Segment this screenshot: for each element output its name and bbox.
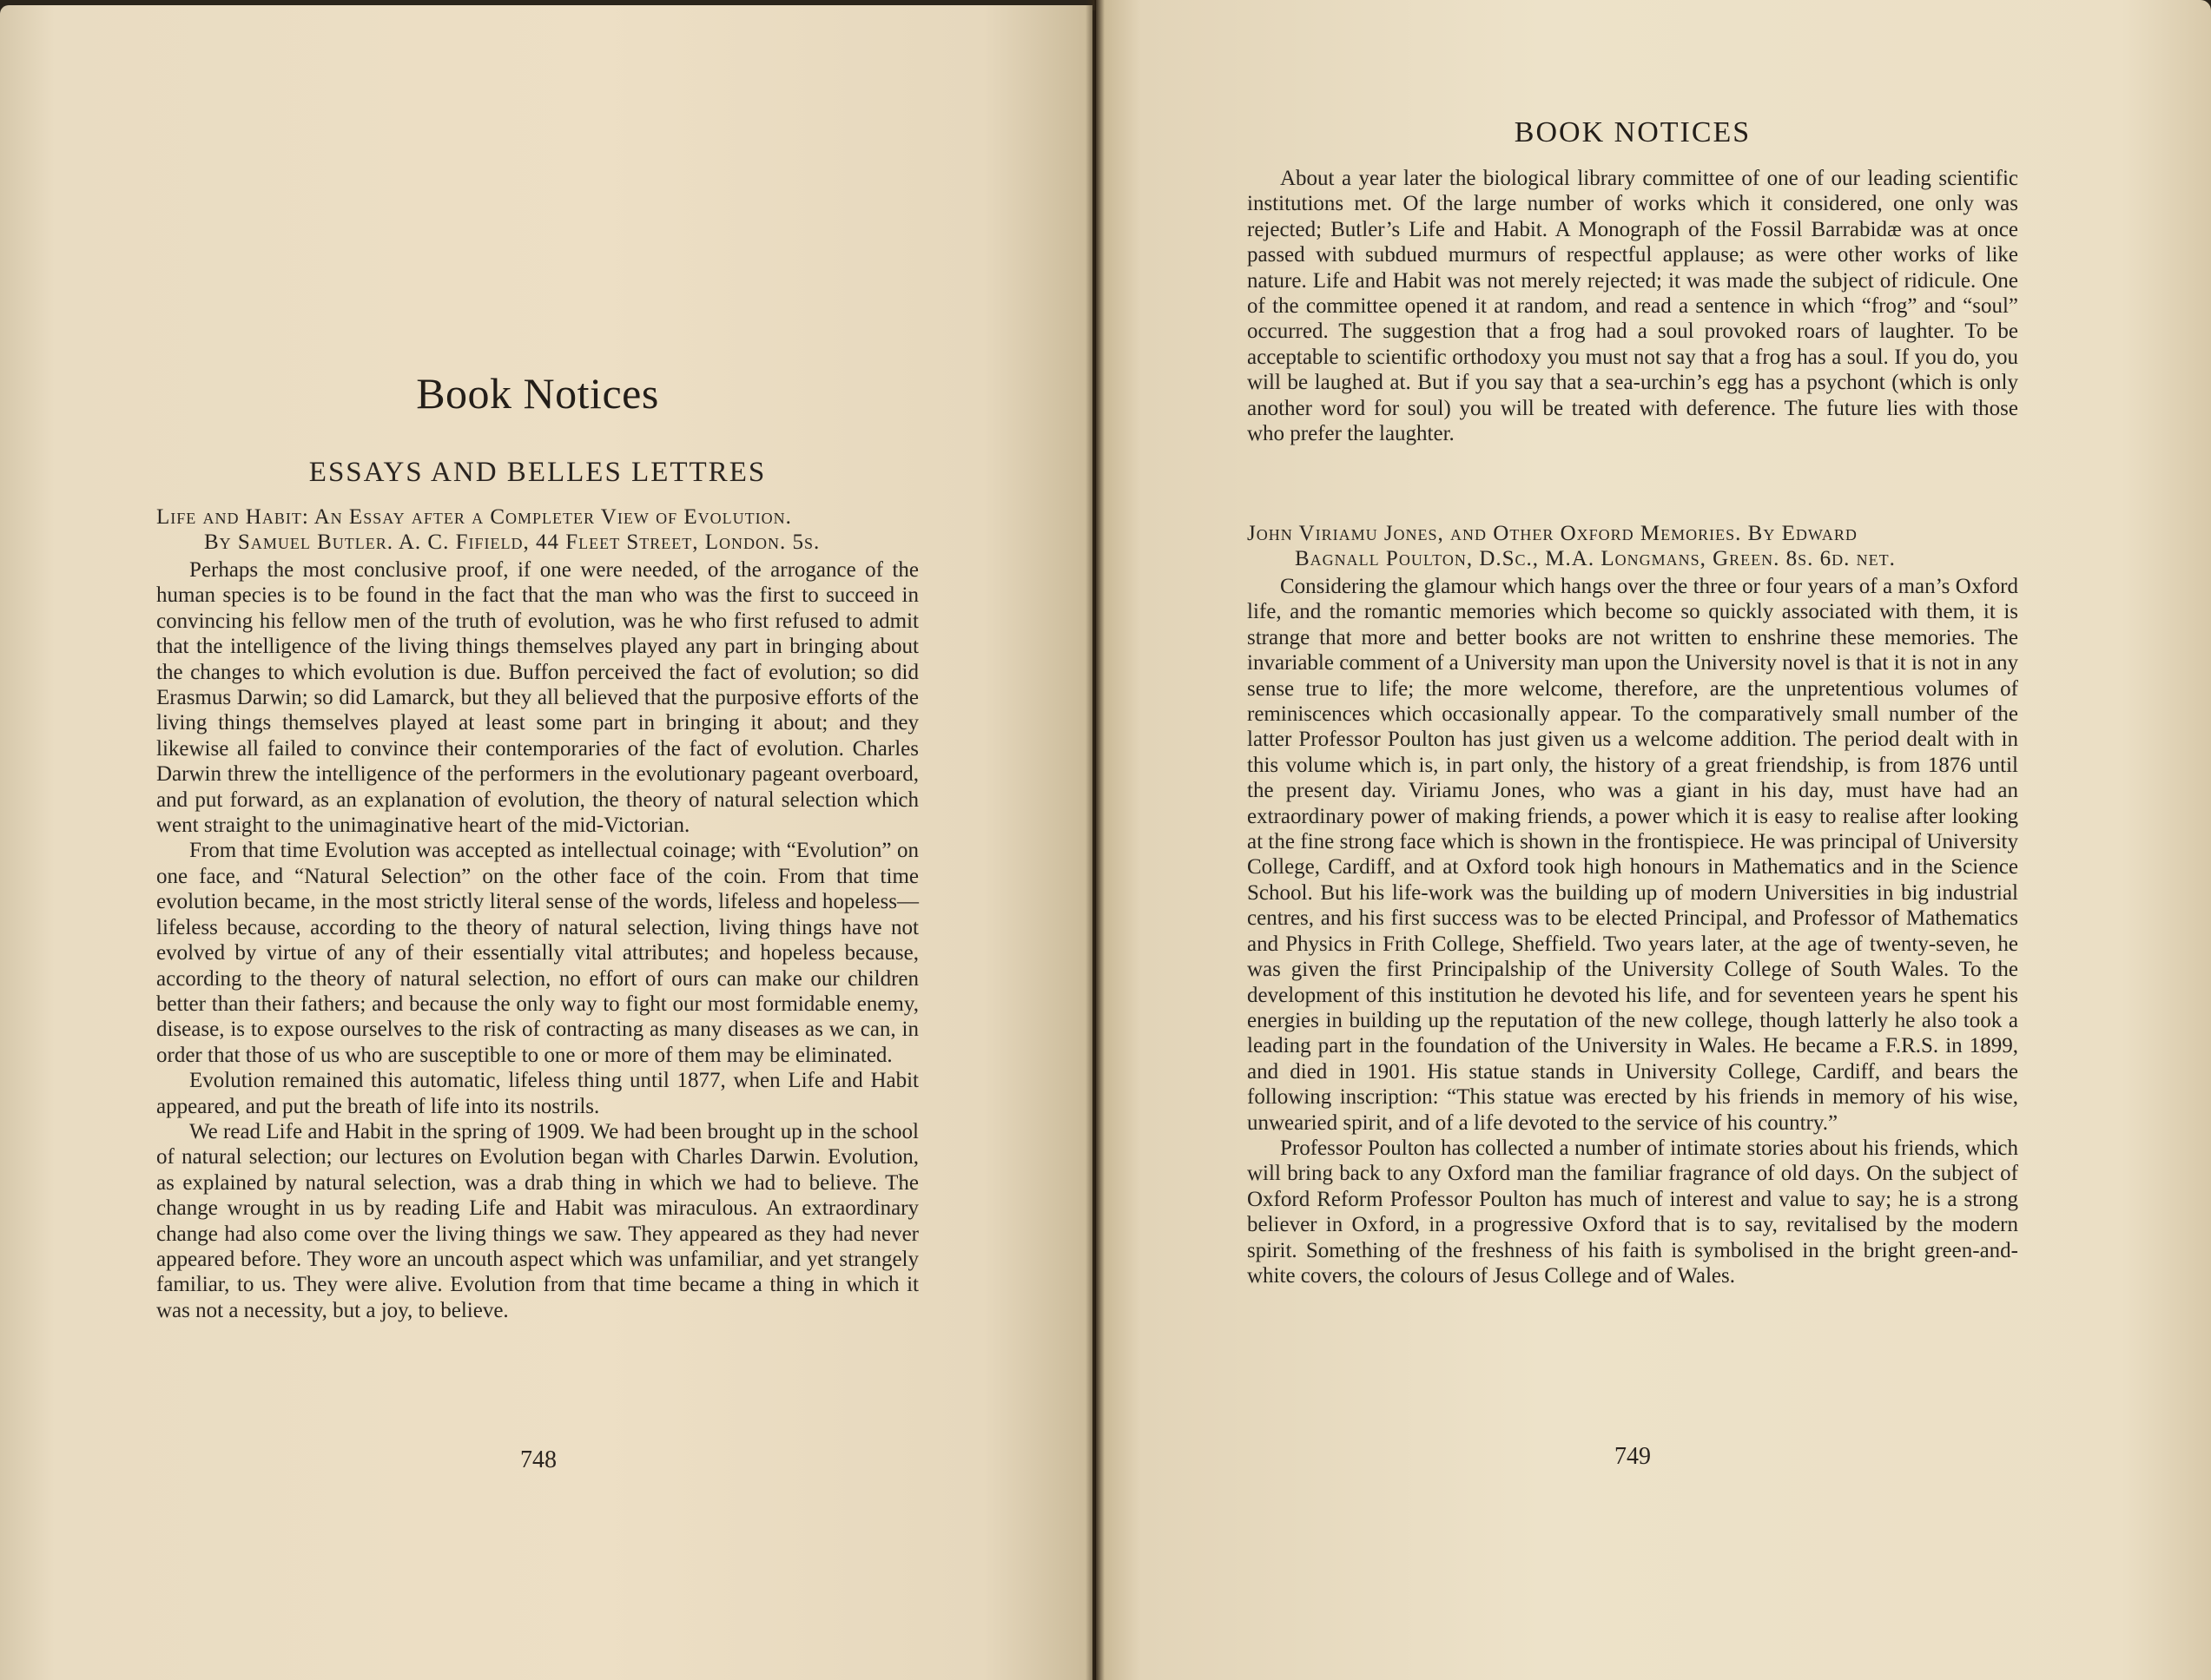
- page-title: Book Notices: [416, 369, 659, 418]
- notice-heading-line1: John Viriamu Jones, and Other Oxford Memories. By Edward: [1247, 522, 1858, 545]
- notice-heading-line2: Bagnall Poulton, D.Sc., M.A. Longmans, Green. 8s. 6d. net.: [1295, 547, 1896, 570]
- notice-life-and-habit: [156, 504, 919, 1323]
- notice-heading: [1247, 521, 2018, 571]
- left-page: [0, 5, 1092, 1680]
- notice-body: [156, 557, 919, 1323]
- paragraph: Professor Poulton has collected a number of intimate stories about his friends, which will bring back to any Oxford man the familiar fragrance of old days. On the subject of Oxford Reform Professor Poulton has much of interest and value to say; he is a strong believer in Oxford, in a progressive Oxford that is to say, revitalised by the modern spirit. Something of the freshness of his faith is symbolised in the bright green-and-white covers, the colours of Jesus College and of Wales.: [1247, 1136, 2018, 1288]
- page-number: 748: [520, 1446, 557, 1473]
- paragraph: Perhaps the most conclusive proof, if one were needed, of the arrogance of the human species is to be found in the fact that the man who was the first to succeed in convincing his fellow men of the truth of evolution, was he who first refused to admit that the intelligence of the living things themselves played any part in bringing about the changes to which evolution is due. Buffon perceived the fact of evolution; so did Erasmus Darwin; so did Lamarck, but they all believed that the purposive efforts of the living things themselves played at least some part in bringing it about; and they likewise all failed to convince their contemporaries of the fact of evolution. Charles Darwin threw the intelligence of the performers in the evolutionary pageant overboard, and put forward, as an explanation of evolution, the theory of natural selection which went straight to the unimaginative heart of the mid-Victorian.: [156, 558, 919, 838]
- paragraph: Evolution remained this automatic, lifeless thing until 1877, when Life and Habit appeared, and put the breath of life into its nostrils.: [156, 1069, 919, 1118]
- notice-heading-line1: Life and Habit: An Essay after a Completer View of Evolution.: [156, 505, 792, 529]
- paragraph: We read Life and Habit in the spring of 1909. We had been brought up in the school of natural selection; our lectures on Evolution began with Charles Darwin. Evolution, as explained by natural selection, was a drab thing in which we had to believe. The change wrought in us by reading Life and Habit was miraculous. An extraordinary change had also come over the living things we saw. They appeared as they had never appeared before. They wore an uncouth aspect which was unfamiliar, and yet strangely familiar, to us. They were alive. Evolution from that time became a thing in which it was not a necessity, but a joy, to believe.: [156, 1119, 919, 1322]
- continued-review: [1247, 166, 2018, 446]
- notice-heading-line2: By Samuel Butler. A. C. Fifield, 44 Fleet Street, London. 5s.: [204, 530, 821, 554]
- running-head: BOOK NOTICES: [1514, 116, 1752, 148]
- paragraph: From that time Evolution was accepted as intellectual coinage; with “Evolution” on one face, and “Natural Selection” on the other face of the coin. From that time evolution became, in the most strictly literal sense of the words, lifeless and hopeless—lifeless because, according to the theory of natural selection, living things have not evolved by virtue of any of their essentially vital attributes; and hopeless because, according to the theory of natural selection, no effort of ours can make our children better than their fathers; and because the only way to fight our most formidable enemy, disease, is to expose ourselves to the risk of contracting as many diseases as we can, in order that those of us who are susceptible to one or more of them may be eliminated.: [156, 839, 919, 1067]
- paragraph: Considering the glamour which hangs over the three or four years of a man’s Oxford life, and the romantic memories which become so quickly associated with them, it is strange that more and better books are not written to enshrine these memories. The invariable comment of a University man upon the University novel is that it is not in any sense true to life; the more welcome, therefore, are the unpretentious volumes of reminiscences which occasionally appear. To the comparatively small number of the latter Professor Poulton has just given us a welcome addition. The period dealt with in this volume which is, in part only, the history of a great friendship, is from 1876 until the present day. Viriamu Jones, who was a giant in his day, must have had an extraordinary power of making friends, a power which it is easy to realise after looking at the fine strong face which is shown in the frontispiece. He was principal of University College, Cardiff, and at Oxford took high honours in Mathematics and in the Science School. But his life-work was the building up of modern Universities in big industrial centres, and his first success was to be elected Principal, and Professor of Mathematics and Physics in Frith College, Sheffield. Two years later, at the age of twenty-seven, he was given the first Principalship of the University College of South Wales. To the development of this institution he devoted his life, and for seventeen years he spent his energies in building up the reputation of the new college, though latterly he also took a leading part in the foundation of the University in Wales. He became a F.R.S. in 1899, and died in 1901. His statue stands in University College, Cardiff, and bears the following inscription: “This statue was erected by his friends in memory of his wise, unwearied spirit, and of a life devoted to the service of his country.”: [1247, 575, 2018, 1135]
- paragraph: About a year later the biological library committee of one of our leading scientific institutions met. Of the large number of works which it considered, one only was rejected; Butler’s Life and Habit. A Monograph of the Fossil Barrabidæ was at once passed with subdued murmurs of respectful applause; as were other works of like nature. Life and Habit was not merely rejected; it was made the subject of ridicule. One of the committee opened it at random, and read a sentence in which “frog” and “soul” occurred. The suggestion that a frog had a soul provoked roars of laughter. To be acceptable to scientific orthodoxy you must not say that a frog has a soul. If you do, you will be laughed at. But if you say that a sea-urchin’s egg has a psychont (which is only another word for soul) you will be treated with deference. The future lies with those who prefer the laughter.: [1247, 167, 2018, 446]
- notice-body: [1247, 574, 2018, 1288]
- notice-heading: [156, 504, 919, 555]
- section-heading: ESSAYS AND BELLES LETTRES: [308, 457, 767, 488]
- right-page: [1096, 0, 2211, 1680]
- book-gutter: [1086, 0, 1105, 1680]
- notice-viriamu-jones: [1247, 521, 2018, 1288]
- page-number: 749: [1614, 1443, 1651, 1470]
